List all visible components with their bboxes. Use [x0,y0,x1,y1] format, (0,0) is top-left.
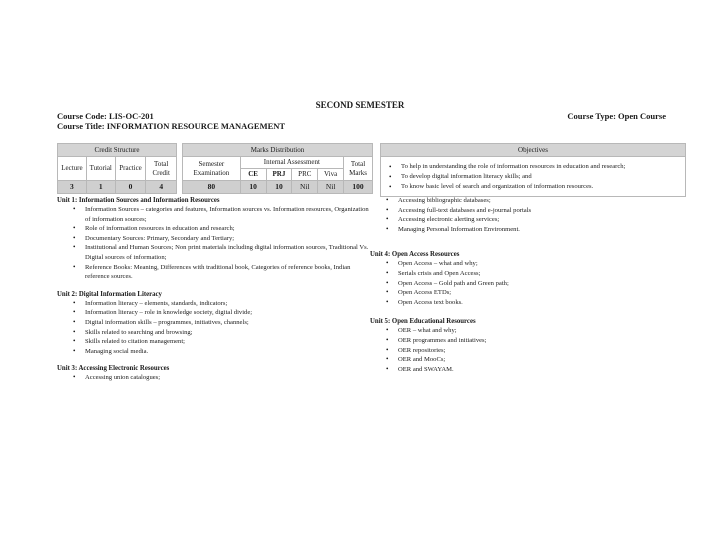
marks-col-prj: PRJ [266,169,292,181]
list-item: • Open Access ETDs; [370,288,686,298]
marks-col-ce: CE [240,169,266,181]
unit2-title: Unit 2: Digital Information Literacy [57,290,162,298]
credit-col-lecture: Lecture [58,157,87,181]
marks-distribution-title: Marks Distribution [183,144,373,157]
unit2-list [57,299,373,357]
list-item: • Institutional and Human Sources; Non print materials including digital information sources, Traditional Vs. Digital sources of information; [57,243,373,262]
credit-val-tutorial: 1 [86,181,115,194]
left-column [57,196,373,391]
marks-col-viva: Viva [318,169,344,181]
list-item: • Managing social media. [57,347,373,357]
list-item: • Accessing union catalogues; [57,373,373,383]
unit3-list-right [370,196,686,234]
credit-structure-table [57,143,177,194]
unit4-list [370,259,686,307]
objective-item: • To help in understanding the role of information resources in education and research; [385,162,681,172]
unit1-list [57,205,373,282]
objective-item: • To know basic level of search and organization of information resources. [385,182,681,192]
unit3-title: Unit 3: Accessing Electronic Resources [57,365,170,373]
list-item: • Information Sources – categories and features, Information sources vs. Information resources, Organization of information sources; [57,205,373,224]
list-item: • Accessing bibliographic databases; [370,196,686,206]
objectives-list [385,162,681,192]
credit-val-practice: 0 [115,181,146,194]
unit4-title: Unit 4: Open Access Resources [370,251,460,259]
unit1-title: Unit 1: Information Sources and Information Resources [57,197,220,204]
marks-val-prj: 10 [266,181,292,194]
marks-col-semester-exam: Semester Examination [183,157,241,181]
list-item: • Information literacy – role in knowledge society, digital divide; [57,308,373,318]
marks-col-prc: PRC [292,169,318,181]
list-item: • Accessing electronic alerting services; [370,215,686,225]
list-item: • Digital information skills – programmes, initiatives, channels; [57,318,373,328]
marks-val-total: 100 [344,181,373,194]
course-type: Course Type: Open Course [567,111,666,121]
objective-item: • To develop digital information literacy skills; and [385,172,681,182]
list-item: • Information literacy – elements, standards, indicators; [57,299,373,309]
unit5-title: Unit 5: Open Educational Resources [370,318,476,326]
unit5-list [370,326,686,374]
credit-val-total: 4 [146,181,177,194]
credit-col-total: Total Credit [146,157,177,181]
list-item: • Role of information resources in education and research; [57,224,373,234]
list-item: • Documentary Sources: Primary, Secondary and Tertiary; [57,234,373,244]
list-item: • Serials crisis and Open Access; [370,269,686,279]
objectives-table [380,143,686,197]
marks-val-semester-exam: 80 [183,181,241,194]
list-item: • Open Access – Gold path and Green path; [370,279,686,289]
list-item: • OER repositories; [370,346,686,356]
unit3-list-left [57,373,373,383]
credit-col-practice: Practice [115,157,146,181]
list-item: • Open Access text books. [370,298,686,308]
list-item: • Skills related to searching and browsing; [57,328,373,338]
list-item: • Skills related to citation management; [57,337,373,347]
list-item: • OER programmes and initiatives; [370,336,686,346]
list-item: • Managing Personal Information Environment. [370,225,686,235]
right-column [370,196,686,382]
list-item: • Accessing full-text databases and e-journal portals [370,206,686,216]
semester-title: SECOND SEMESTER [315,100,405,110]
marks-val-ce: 10 [240,181,266,194]
marks-col-total: Total Marks [344,157,373,181]
objectives-body [381,157,686,197]
marks-val-prc: Nil [292,181,318,194]
course-title: Course Title: INFORMATION RESOURCE MANAGEMENT [57,121,286,131]
list-item: • Reference Books: Meaning, Differences with traditional book, Categories of reference books, Indian reference sources. [57,263,373,282]
credit-structure-title: Credit Structure [58,144,177,157]
list-item: • OER and MooCs; [370,355,686,365]
marks-col-internal: Internal Assessment [240,157,343,169]
course-code: Course Code: LIS-OC-201 [57,111,154,121]
list-item: • Open Access – what and why; [370,259,686,269]
list-item: • OER and SWAYAM. [370,365,686,375]
marks-distribution-table [182,143,373,194]
list-item: • OER – what and why; [370,326,686,336]
marks-val-viva: Nil [318,181,344,194]
credit-val-lecture: 3 [58,181,87,194]
objectives-title: Objectives [381,144,686,157]
credit-col-tutorial: Tutorial [86,157,115,181]
